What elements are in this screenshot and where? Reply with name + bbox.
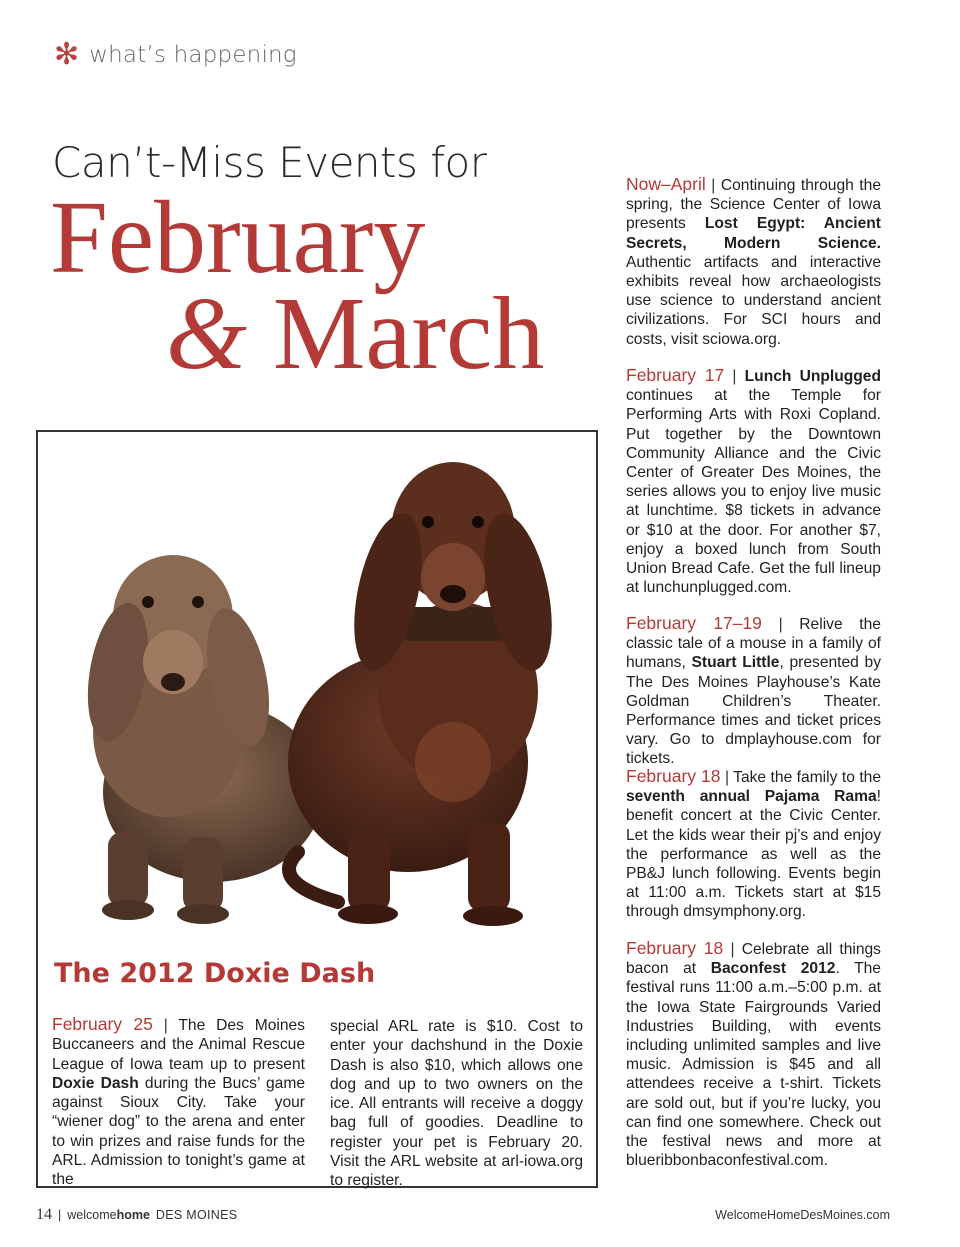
event-date: February 17 — [626, 365, 725, 385]
event-item — [626, 366, 881, 597]
page-number: 14 — [36, 1206, 52, 1223]
asterisk-icon: ✻ — [54, 37, 80, 72]
doxie-dash-title: The 2012 Doxie Dash — [54, 958, 376, 989]
event-item — [626, 614, 881, 769]
event-text-b: . The festival runs 11:00 a.m.–5:00 p.m. at the Iowa State Fairgrounds Varied Industries Building, with events including unlimited samples and live music. Admission is $45 and all attendees receive a t-shirt. Tickets are sold out, but if you’re lucky, you can find one somewhere. Check out the festival news and more at blueribbonbaconfestival.com. — [626, 960, 881, 1170]
event-text-b: Authentic artifacts and interactive exhibits reveal how archaeologists use science to understand ancient civilizations. For SCI hours and costs, visit sciowa.org. — [626, 253, 881, 348]
section-tag — [54, 37, 297, 72]
event-bold: Baconfest 2012 — [710, 960, 836, 978]
headline-line-1: Can’t-Miss Events for — [52, 138, 487, 187]
magazine-name — [67, 1208, 150, 1222]
separator: | — [711, 177, 716, 194]
headline-month: March — [272, 276, 545, 391]
dachshunds-photo — [38, 432, 598, 952]
event-date: Now–April — [626, 174, 706, 194]
doxie-text-a: The Des Moines Buccaneers and the Animal Rescue League of Iowa team up to present — [52, 1017, 305, 1073]
headline-ampersand: & — [166, 276, 247, 391]
headline-line-2: February — [50, 180, 426, 295]
magazine-name-a: welcome — [67, 1208, 117, 1222]
event-text-a: Continuing through the spring, the Science Center of Iowa presents — [626, 177, 881, 233]
event-text-a: Take the family to the — [729, 769, 881, 786]
event-bold: seventh annual Pajama Rama — [626, 788, 877, 806]
separator: | — [732, 368, 737, 385]
event-bold: Lunch Unplugged — [744, 368, 882, 385]
doxie-bold: Doxie Dash — [52, 1074, 139, 1092]
event-text-a: Celebrate all things bacon at — [626, 941, 881, 978]
event-date: February 18 — [626, 938, 724, 958]
doxie-dash-col-1 — [52, 1015, 305, 1190]
event-text-b: , presented by The Des Moines Playhouse’s Kate Goldman Children’s Theater. Performance times and ticket prices vary. Go to dmplayhouse.com for tickets. — [626, 654, 881, 768]
separator: | — [724, 769, 729, 786]
headline-line-3 — [166, 276, 545, 391]
event-text-b: continues at the Temple for Performing Arts with Roxi Copland. Put together by the Downtown Community Alliance and the Civic Center of Greater Des Moines, the series allows you to enjoy live music at lunchtime. $8 tickets in advance or $10 at the door. For another $7, enjoy a boxed lunch from South Union Bread Cafe. Get the full lineup at lunchunplugged.com. — [626, 387, 881, 597]
separator: | — [163, 1017, 168, 1034]
magazine-name-b: home — [116, 1208, 150, 1222]
event-item — [626, 939, 881, 1170]
doxie-dash-box — [36, 430, 598, 1188]
event-date: February 25 — [52, 1014, 153, 1034]
event-text-a — [736, 368, 744, 385]
event-item — [626, 767, 881, 922]
footer-website: WelcomeHomeDesMoines.com — [715, 1208, 890, 1222]
event-text-a: Relive the classic tale of a mouse in a family of humans, — [626, 616, 881, 672]
separator: | — [778, 616, 783, 633]
section-label: what’s happening — [89, 42, 297, 68]
event-bold: Stuart Little — [691, 654, 780, 672]
doxie-dash-col-2: special ARL rate is $10. Cost to enter your dachshund in the Doxie Dash is also $10, which allows one dog and up to two owners on the ice. All entrants will receive a doggy bag full of goodies. Deadline to register your pet is February 20. Visit the ARL website at arl-iowa.org to register. — [330, 1018, 583, 1190]
event-date: February 17–19 — [626, 613, 762, 633]
footer-folio — [36, 1206, 237, 1224]
separator: | — [730, 941, 735, 958]
doxie-text-b: during the Bucs’ game against Sioux City. Take your “wiener dog” to the arena and enter to win prizes and raise funds for the ARL. Admission to tonight’s game at the — [52, 1074, 305, 1189]
event-text-b: ! benefit concert at the Civic Center. Let the kids wear their pj’s and enjoy the performance as well as the PB&J lunch following. Events begin at 11:00 a.m. Tickets start at $15 through dmsymphony.org. — [626, 788, 881, 921]
footer-separator: | — [58, 1208, 62, 1222]
event-item — [626, 175, 881, 349]
event-bold: Lost Egypt: Ancient Secrets, Modern Science. — [626, 215, 881, 252]
magazine-city: DES MOINES — [155, 1208, 238, 1222]
event-date: February 18 — [626, 766, 721, 786]
